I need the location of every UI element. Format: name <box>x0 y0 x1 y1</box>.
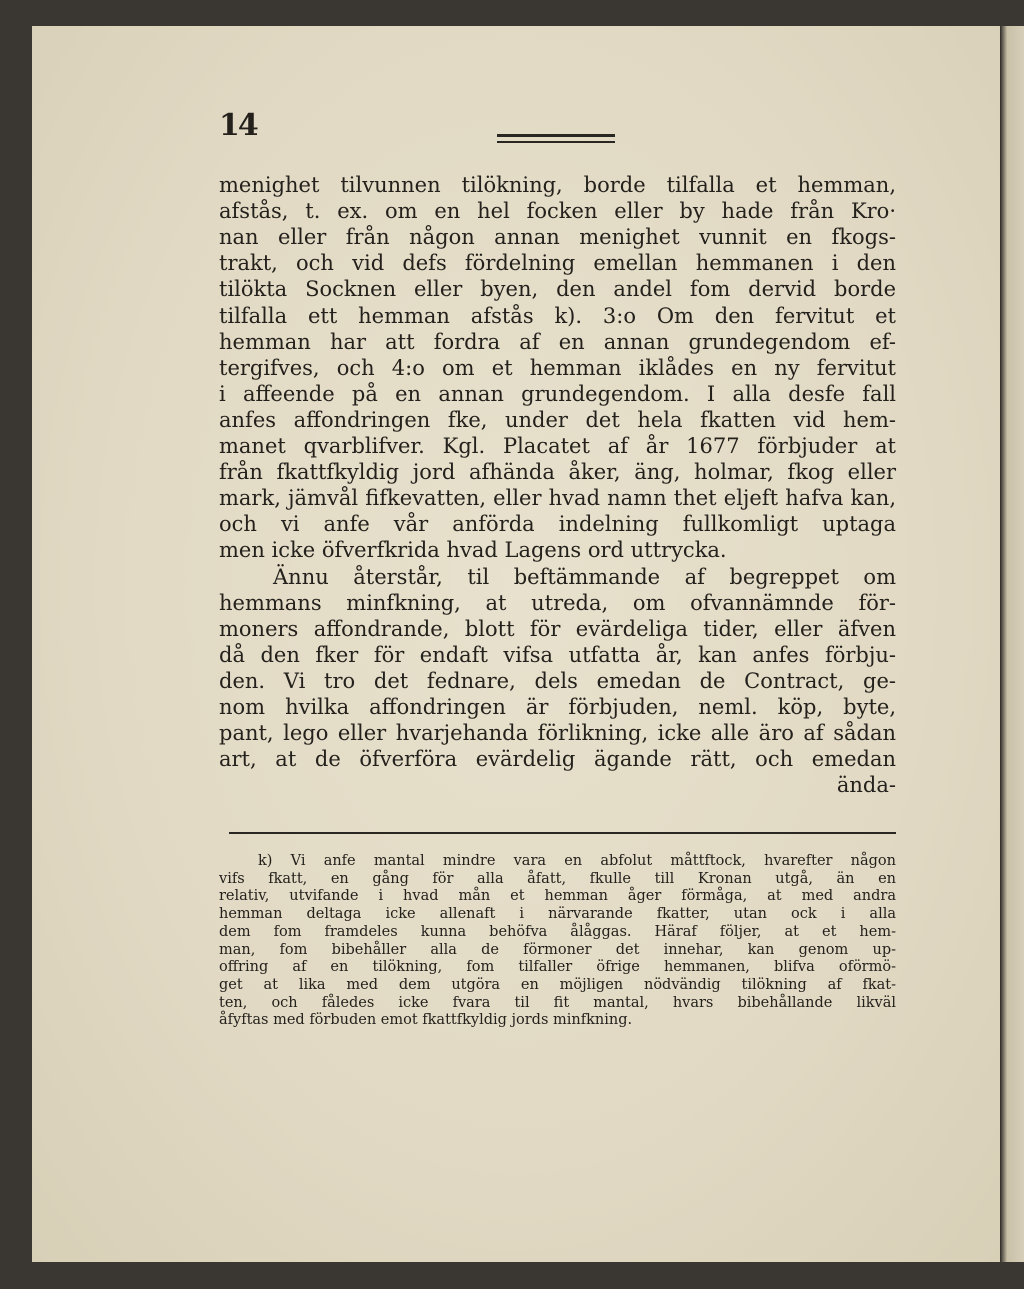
body-line: moners affondrande, blott för evärdeliga tider, eller äfven <box>219 616 896 641</box>
body-line: manet qvarblifver. Kgl. Placatet af år 1677 förbjuder at <box>219 434 896 458</box>
body-line: trakt, och vid defs fördelning emellan hemmanen i den <box>219 251 896 276</box>
footnote-line: man, fom bibehåller alla de förmoner det innehar, kan genom up- <box>219 941 896 958</box>
page-edge <box>1000 26 1024 1262</box>
body-line: från fkattfkyldig jord afhända åker, äng, holmar, fkog eller <box>219 460 896 485</box>
body-line: ända- <box>836 773 896 798</box>
body-line: hemman har att fordra af en annan grundegendom ef- <box>219 329 896 354</box>
header-rule <box>497 134 615 137</box>
body-line: men icke öfverfkrida hvad Lagens ord uttrycka. <box>219 538 727 563</box>
body-line: tergifves, och 4:o om et hemman iklådes en ny fervitut <box>219 355 896 380</box>
body-line: nan eller från någon annan menighet vunnit en fkogs- <box>219 225 896 250</box>
footnote-line: k) Vi anfe mantal mindre vara en abfolut måttftock, hvarefter någon <box>258 853 896 869</box>
body-line: tilfalla ett hemman afstås k). 3:o Om den fervitut et <box>219 303 896 328</box>
footnote-line: åfyftas med förbuden emot fkattfkyldig jords minfkning. <box>219 1012 633 1029</box>
body-line: den. Vi tro det fednare, dels emedan de Contract, ge- <box>219 668 896 693</box>
body-line: anfes affondringen fke, under det hela fkatten vid hem- <box>219 407 896 432</box>
body-line: Ännu återstår, til beftämmande af begreppet om <box>273 564 896 589</box>
footnote-line: vifs fkatt, en gång för alla åfatt, fkulle till Kronan utgå, än en <box>219 870 896 887</box>
body-line: pant, lego eller hvarjehanda förlikning, icke alle äro af sådan <box>219 721 896 746</box>
footnote-line: hemman deltaga icke allenaft i närvarande fkatter, utan ock i alla <box>219 906 896 923</box>
body-line: i affeende på en annan grundegendom. I alla desfe fall <box>219 381 896 406</box>
body-line: mark, jämvål fifkevatten, eller hvad namn thet eljeft hafva kan, <box>219 486 896 511</box>
header-rule-thin <box>497 141 615 143</box>
body-line: då den fker för endaft vifsa utfatta år, kan anfes förbju- <box>219 642 896 667</box>
footnote-separator <box>229 832 896 834</box>
footnote-line: relativ, utvifande i hvad mån et hemman åger förmåga, at med andra <box>219 888 896 905</box>
body-line: art, at de öfverföra evärdelig ägande rätt, och emedan <box>219 747 896 772</box>
footnote-line: offring af en tilökning, fom tilfaller öfrige hemmanen, blifva oförmö- <box>219 959 896 976</box>
page-number: 14 <box>219 108 257 143</box>
footnote-line: dem fom framdeles kunna behöfva ålåggas. Häraf följer, at et hem- <box>219 923 896 940</box>
footnote-line: ten, och fåledes icke fvara til fit mantal, hvars bibehållande likväl <box>219 994 896 1011</box>
body-line: och vi anfe vår anförda indelning fullkomligt uptaga <box>219 512 896 537</box>
body-line: menighet tilvunnen tilökning, borde tilfalla et hemman, <box>219 173 896 197</box>
footnote-line: get at lika med dem utgöra en möjligen nödvändig tilökning af fkat- <box>219 976 896 993</box>
body-line: nom hvilka affondringen är förbjuden, neml. köp, byte, <box>219 695 896 719</box>
body-line: tilökta Socknen eller byen, den andel fom dervid borde <box>219 277 896 302</box>
body-line: hemmans minfkning, at utreda, om ofvannämnde för- <box>219 590 896 615</box>
body-line: afstås, t. ex. om en hel focken eller by hade från Kro· <box>219 199 896 224</box>
